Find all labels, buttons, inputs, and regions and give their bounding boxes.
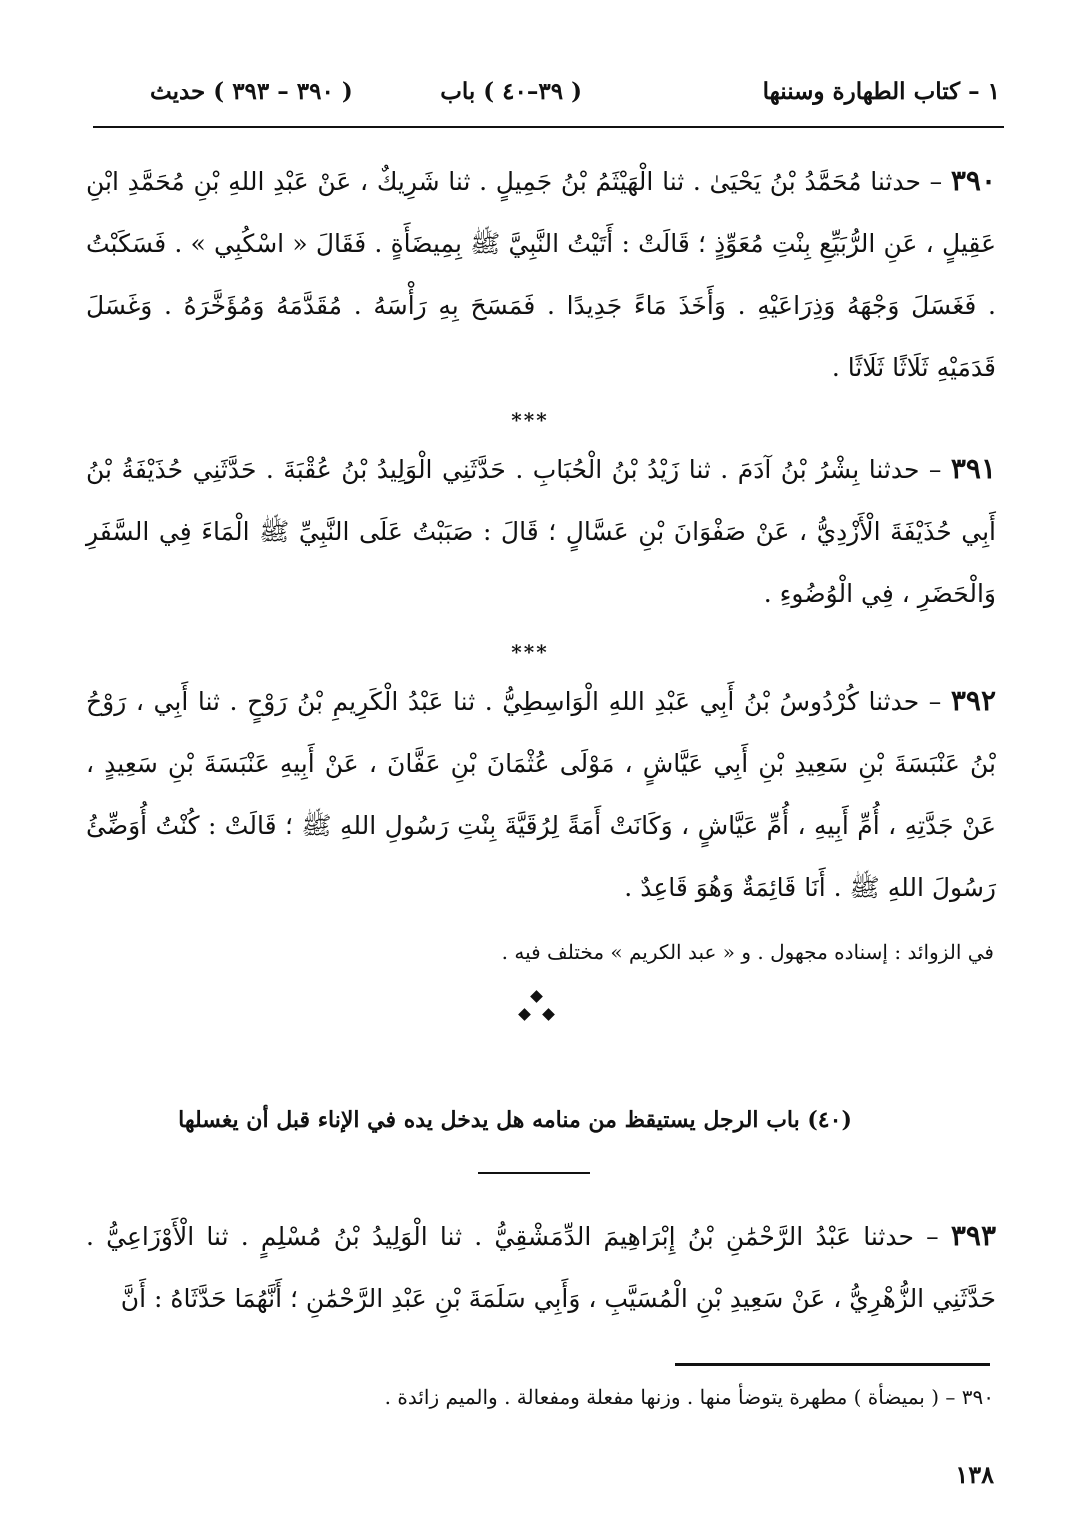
hadith-text: – حدثنا عَبْدُ الرَّحْمَٰنِ بْنُ إِبْرَاهِيمَ الدِّمَشْقِيُّ . ثنا الْوَلِيدُ بْنُ مُسْلِمٍ . ثنا الْأَوْزَاعِيُّ . حَدَّثَنِي الزُّهْرِيُّ ، عَنْ سَعِيدِ بْنِ الْمُسَيَّبِ ، وَأَبِي سَلَمَةَ بْنِ عَبْدِ الرَّحْمَٰنِ ؛ أَنَّهُمَا حَدَّثَاهُ : أَنَّ bbox=[86, 1222, 996, 1313]
section-end-ornament bbox=[512, 988, 562, 1028]
hadith-text: – حدثنا بِشْرُ بْنُ آدَمَ . ثنا زَيْدُ بْنُ الْحُبَابِ . حَدَّثَنِي الْوَلِيدُ بْنُ عُقْبَةَ . حَدَّثَنِي حُذَيْفَةُ بْنُ أَبِي حُذَيْفَةَ الْأَزْدِيُّ ، عَنْ صَفْوَانَ بْنِ عَسَّالٍ ؛ قَالَ : صَبَبْتُ عَلَى النَّبِيِّ ﷺ الْمَاءَ فِي السَّفَرِ وَالْحَضَرِ ، فِي الْوُضُوءِ . bbox=[86, 455, 996, 608]
hadith-number: ٣٩٠ bbox=[950, 164, 996, 197]
hadith-393 bbox=[86, 1205, 996, 1330]
zawaid-note: في الزوائد : إسناده مجهول . و « عبد الكريم » مختلف فيه . bbox=[501, 940, 994, 964]
running-head bbox=[95, 78, 1000, 118]
chapter-rule bbox=[478, 1172, 590, 1174]
running-head-book: ١ – كتاب الطهارة وسننها bbox=[762, 78, 1000, 105]
running-head-hadiths: ( ٣٩٠ – ٣٩٣ ) حديث bbox=[150, 78, 353, 105]
header-rule bbox=[93, 126, 1004, 128]
hadith-391 bbox=[86, 438, 996, 625]
hadith-number: ٣٩٢ bbox=[950, 684, 996, 717]
hadith-392 bbox=[86, 670, 996, 919]
section-separator: *** bbox=[511, 408, 549, 432]
section-separator: *** bbox=[511, 640, 549, 664]
hadith-number: ٣٩١ bbox=[950, 452, 996, 485]
running-head-chapters: ( ٣٩–٤٠ ) باب bbox=[440, 78, 582, 105]
page-number: ١٣٨ bbox=[955, 1460, 994, 1489]
hadith-text: – حدثنا مُحَمَّدُ بْنُ يَحْيَىٰ . ثنا الْهَيْثَمُ بْنُ جَمِيلٍ . ثنا شَرِيكٌ ، عَنْ عَبْدِ اللهِ بْنِ مُحَمَّدِ ابْنِ عَقِيلٍ ، عَنِ الرُّبَيِّعِ بِنْتِ مُعَوِّذٍ ؛ قَالَتْ : أَتَيْتُ النَّبِيَّ ﷺ بِمِيضَأَةٍ . فَقَالَ « اسْكُبِي » . فَسَكَبْتُ . فَغَسَلَ وَجْهَهُ وَذِرَاعَيْهِ . وَأَخَذَ مَاءً جَدِيدًا . فَمَسَحَ بِهِ رَأْسَهُ . مُقَدَّمَهُ وَمُؤَخَّرَهُ . وَغَسَلَ قَدَمَيْهِ ثَلَاثًا ثَلَاثًا . bbox=[86, 167, 996, 382]
hadith-number: ٣٩٣ bbox=[950, 1219, 996, 1252]
hadith-390 bbox=[86, 150, 996, 399]
footnote-rule bbox=[675, 1363, 990, 1366]
footnote: ٣٩٠ – ( بميضأة ) مطهرة يتوضأ منها . وزنها مفعلة ومفعالة . والميم زائدة . bbox=[384, 1385, 994, 1409]
chapter-title: (٤٠) باب الرجل يستيقظ من منامه هل يدخل يده في الإناء قبل أن يغسلها bbox=[178, 1107, 852, 1133]
hadith-text: – حدثنا كُرْدُوسُ بْنُ أَبِي عَبْدِ اللهِ الْوَاسِطِيُّ . ثنا عَبْدُ الْكَرِيمِ بْنُ رَوْحٍ . ثنا أَبِي ، رَوْحُ بْنُ عَنْبَسَةَ بْنِ سَعِيدِ بْنِ أَبِي عَيَّاشٍ ، مَوْلَى عُثْمَانَ بْنِ عَفَّانَ ، عَنْ أَبِيهِ عَنْبَسَةَ بْنِ سَعِيدٍ ، عَنْ جَدَّتِهِ ، أُمِّ أَبِيهِ ، أُمِّ عَيَّاشٍ ، وَكَانَتْ أَمَةً لِرُقَيَّةَ بِنْتِ رَسُولِ اللهِ ﷺ ؛ قَالَتْ : كُنْتُ أُوَضِّئُ رَسُولَ اللهِ ﷺ . أَنَا قَائِمَةٌ وَهُوَ قَاعِدٌ . bbox=[86, 687, 996, 902]
